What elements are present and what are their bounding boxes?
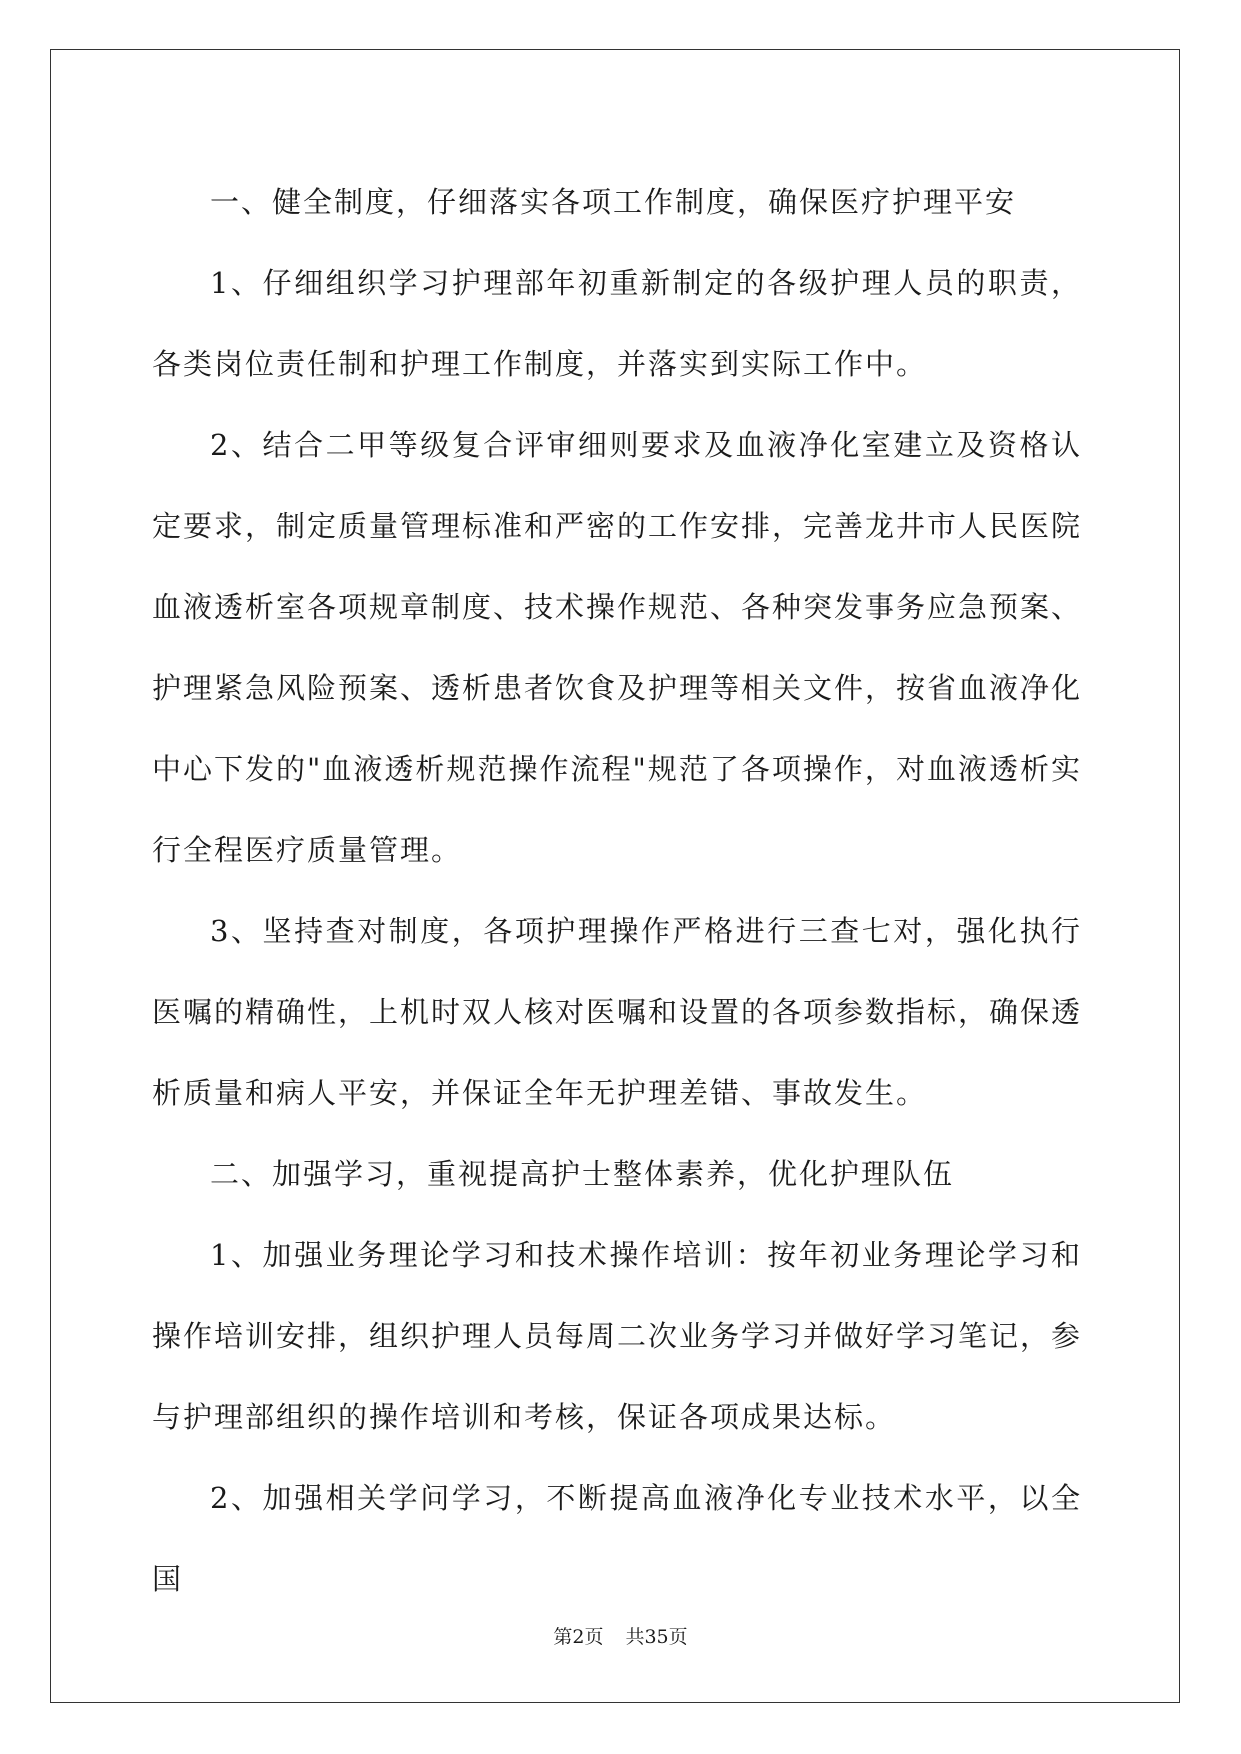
paragraph: 2、加强相关学问学习，不断提高血液净化专业技术水平，以全国 xyxy=(152,1481,1082,1596)
paragraph: 1、仔细组织学习护理部年初重新制定的各级护理人员的职责，各类岗位责任制和护理工作制度，并落实到实际工作中。 xyxy=(152,266,1082,381)
page-total: 共35页 xyxy=(625,1626,688,1648)
section-heading-1: 一、健全制度，仔细落实各项工作制度，确保医疗护理平安 xyxy=(210,185,1017,219)
paragraph: 3、坚持查对制度，各项护理操作严格进行三查七对，强化执行医嘱的精确性，上机时双人核对医嘱和设置的各项参数指标，确保透析质量和病人平安，并保证全年无护理差错、事故发生。 xyxy=(152,914,1083,1110)
section-heading-2: 二、加强学习，重视提高护士整体素养，优化护理队伍 xyxy=(210,1157,955,1191)
paragraph: 1、加强业务理论学习和技术操作培训：按年初业务理论学习和操作培训安排，组织护理人员每周二次业务学习并做好学习笔记，参与护理部组织的操作培训和考核，保证各项成果达标。 xyxy=(152,1238,1083,1434)
paragraph: 2、结合二甲等级复合评审细则要求及血液净化室建立及资格认定要求，制定质量管理标准和严密的工作安排，完善龙井市人民医院血液透析室各项规章制度、技术操作规范、各种突发事务应急预案、护理紧急风险预案、透析患者饮食及护理等相关文件，按省血液净化中心下发的"血液透析规范操作流程"规范了各项操作，对血液透析实行全程医疗质量管理。 xyxy=(152,428,1083,867)
document-body xyxy=(152,162,1082,1620)
page-number: 第2页 xyxy=(553,1626,604,1648)
page-footer xyxy=(0,1622,1241,1649)
